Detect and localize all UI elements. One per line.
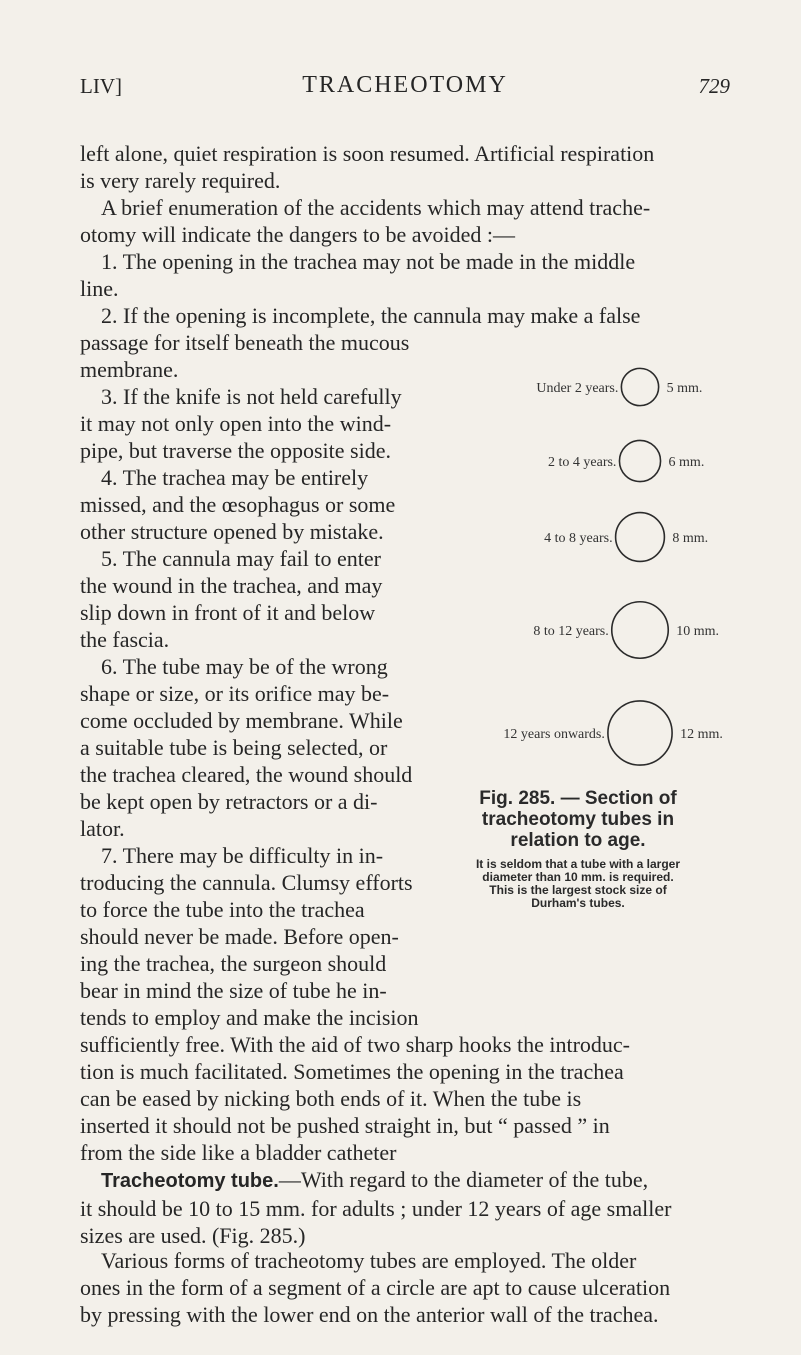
age-label: 4 to 8 years. (544, 531, 613, 546)
tube-section-circle (612, 602, 669, 659)
text-line: ones in the form of a segment of a circle are apt to cause ulceration (80, 1275, 671, 1300)
section-lead-heading: Tracheotomy tube. (101, 1170, 279, 1192)
text-line: tends to employ and make the incision (80, 1005, 419, 1030)
text-line: left alone, quiet respiration is soon resumed. Artificial respiration (80, 141, 655, 166)
figure-285 (428, 340, 728, 800)
paragraph-item-2 (80, 302, 720, 329)
text-line: shape or size, or its orifice may be- (80, 681, 390, 706)
age-label: 8 to 12 years. (533, 624, 609, 639)
caption-title (430, 788, 726, 851)
text-line: troducing the cannula. Clumsy efforts (80, 870, 413, 895)
text-line: to force the tube into the trachea (80, 897, 365, 922)
text-line (80, 1166, 720, 1195)
caption-note-line: Durham's tubes. (531, 896, 625, 910)
caption-note-line: diameter than 10 mm. is required. (482, 870, 674, 884)
caption-line: tracheotomy tubes in (481, 809, 675, 830)
tube-section-circle (621, 368, 658, 405)
text-line: is very rarely required. (80, 168, 281, 193)
tube-section-circle (608, 701, 672, 765)
text-line: inserted it should not be pushed straight in, but “ passed ” in (80, 1113, 610, 1138)
size-label: 5 mm. (666, 381, 703, 396)
text-line: otomy will indicate the dangers to be avoided :— (80, 222, 516, 247)
text-line: a suitable tube is being selected, or (80, 735, 388, 760)
text-line: be kept open by retractors or a di- (80, 789, 378, 814)
caption-note-line: This is the largest stock size of (489, 883, 667, 897)
text-line: can be eased by nicking both ends of it. When the tube is (80, 1086, 582, 1111)
size-label: 8 mm. (672, 531, 709, 546)
text-line: line. (80, 276, 119, 301)
text-line: 1. The opening in the trachea may not be made in the middle (101, 249, 636, 274)
running-title: TRACHEOTOMY (302, 72, 508, 98)
page-number: 729 (698, 74, 730, 98)
text-line: missed, and the œsophagus or some (80, 492, 396, 517)
text-line: tion is much facilitated. Sometimes the opening in the trachea (80, 1059, 624, 1084)
paragraph-tracheotomy-tube (80, 1166, 720, 1249)
tube-sections-diagram (428, 340, 728, 790)
paragraph-various-forms (80, 1247, 720, 1328)
figure-caption (430, 788, 726, 910)
text-line: 7. There may be difficulty in in- (101, 843, 384, 868)
chapter-number: LIV] (80, 74, 122, 98)
text-line: slip down in front of it and below (80, 600, 376, 625)
text-line: sufficiently free. With the aid of two sharp hooks the introduc- (80, 1032, 630, 1057)
text-line: passage for itself beneath the mucous (80, 330, 410, 355)
paragraph-continuation (80, 1031, 720, 1166)
size-label: 12 mm. (680, 727, 723, 742)
tube-section-circle (616, 513, 665, 562)
text-line: 5. The cannula may fail to enter (101, 546, 381, 571)
age-label: 2 to 4 years. (548, 455, 617, 470)
narrow-column-text (80, 329, 440, 1031)
text-span: —With regard to the diameter of the tube, (278, 1167, 649, 1192)
caption-note (430, 858, 726, 910)
text-line: it should be 10 to 15 mm. for adults ; under 12 years of age smaller (80, 1196, 672, 1221)
text-line: it may not only open into the wind- (80, 411, 392, 436)
paragraph-respiration (80, 140, 720, 194)
text-line: Various forms of tracheotomy tubes are employed. The older (101, 1248, 637, 1273)
text-line: sizes are used. (Fig. 285.) (80, 1223, 306, 1248)
text-line: 4. The trachea may be entirely (101, 465, 369, 490)
caption-note-line: It is seldom that a tube with a larger (475, 857, 681, 871)
tube-section-circle (619, 440, 660, 481)
text-line: 6. The tube may be of the wrong (101, 654, 388, 679)
caption-line: relation to age. (510, 830, 646, 851)
text-line: other structure opened by mistake. (80, 519, 384, 544)
text-line: by pressing with the lower end on the anterior wall of the trachea. (80, 1302, 659, 1327)
text-line: from the side like a bladder catheter (80, 1140, 397, 1165)
age-label: Under 2 years. (536, 381, 619, 396)
paragraph-enumeration (80, 194, 720, 248)
text-line: A brief enumeration of the accidents which may attend trache- (101, 195, 651, 220)
caption-line: Fig. 285. — Section of (479, 788, 677, 809)
text-line: 3. If the knife is not held carefully (101, 384, 402, 409)
text-line: pipe, but traverse the opposite side. (80, 438, 391, 463)
age-label: 12 years onwards. (503, 727, 605, 742)
text-line: ing the trachea, the surgeon should (80, 951, 387, 976)
paragraph-item-1 (80, 248, 720, 302)
text-line: 2. If the opening is incomplete, the cannula may make a false (101, 303, 641, 328)
text-line: lator. (80, 816, 125, 841)
size-label: 6 mm. (668, 455, 705, 470)
text-line: the fascia. (80, 627, 170, 652)
page-header (80, 74, 730, 104)
text-line: should never be made. Before open- (80, 924, 399, 949)
size-label: 10 mm. (676, 624, 720, 639)
text-line: membrane. (80, 357, 179, 382)
text-line: bear in mind the size of tube he in- (80, 978, 387, 1003)
text-line: the trachea cleared, the wound should (80, 762, 413, 787)
text-line: the wound in the trachea, and may (80, 573, 383, 598)
text-line: come occluded by membrane. While (80, 708, 403, 733)
